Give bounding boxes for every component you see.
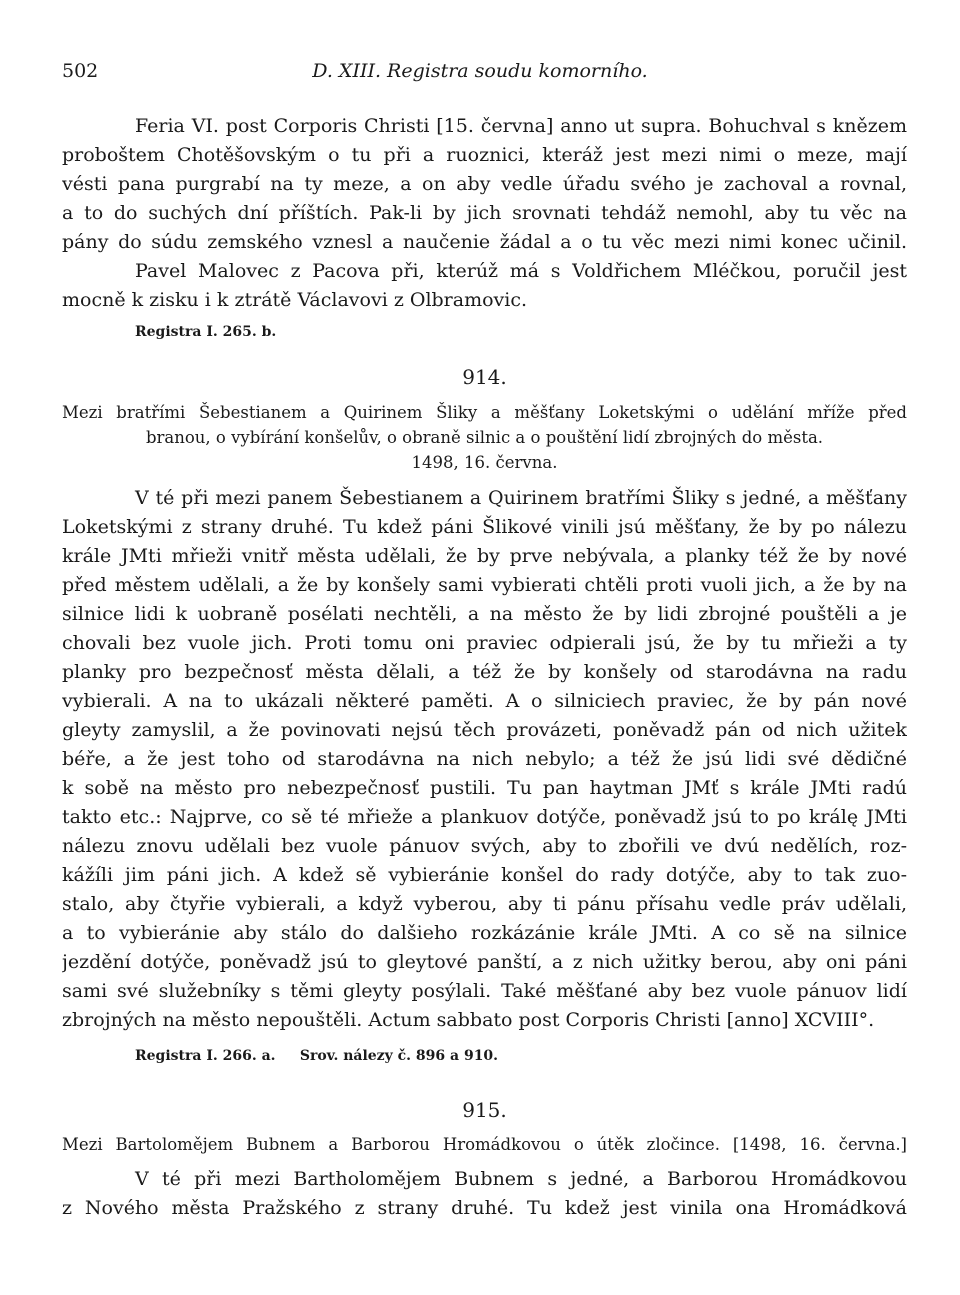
- page-number: 502: [62, 60, 99, 82]
- source-note-914: Registra I. 266. a. Srov. nálezy č. 896 a 910.: [135, 1048, 499, 1064]
- document-number-915: 915.: [462, 1098, 507, 1122]
- text-line: kážíli jim páni jich. A kdež sě vybieránie konšel do rady dotýče, aby to tak zuo-: [62, 864, 907, 886]
- text-line: stalo, aby čtyřie vybierali, a když vyberou, aby ti pánu přísahu vedle práv udělali,: [62, 893, 907, 915]
- text-line: mocně k zisku i k ztrátě Václavovi z Olbramovic.: [62, 289, 528, 311]
- text-line: sami své služebníky s těmi gleyty posýlali. Také měšťané aby bez vuole pánuov lidí: [62, 980, 907, 1002]
- text-line: a to vybieránie aby stálo do dalšieho rozkázánie krále JMti. A co sě na silnice: [62, 922, 907, 944]
- source-note-913: Registra I. 265. b.: [135, 324, 277, 340]
- text-line: béře, a že jest toho od starodávna na nich nebylo; a též že jsú lidi své dědičné: [62, 748, 907, 770]
- text-line: nálezu znovu udělali bez vuole pánuov svých, aby to zbořili ve dvú nedělích, roz-: [62, 835, 907, 857]
- text-line: krále JMti mřieži vnitř města udělali, že by prve nebývala, a planky též že by nové: [62, 545, 907, 567]
- regest-line: Mezi bratřími Šebestianem a Quirinem Šliky a měšťany Loketskými o udělání mříže před: [62, 403, 907, 422]
- text-line: vésti pana purgrabí na ty meze, a on aby vedle úřadu svého je zachoval a rovnal,: [62, 173, 907, 195]
- regest-line: Mezi Bartolomějem Bubnem a Barborou Hromádkovou o útěk zločince. [1498, 16. června.]: [62, 1135, 907, 1154]
- entry-913-body: [62, 112, 907, 315]
- running-head: [62, 60, 898, 90]
- text-line: gleyty zamyslil, a že povinovati nejsú těch provázeti, poněvadž pán od nich užitek: [62, 719, 907, 741]
- regest-915: [62, 1132, 907, 1157]
- text-line: Feria VI. post Corporis Christi [15. června] anno ut supra. Bohuchval s knězem: [135, 115, 907, 137]
- document-number-914: 914.: [462, 365, 507, 389]
- text-line: chovali bez vuole jich. Proti tomu oni praviec odpierali jsú, že by tu mřieži a ty: [62, 632, 907, 654]
- text-line: takto etc.: Najprve, co sě té mřieže a plankuov dotýče, poněvadž jsú to po králę JMti: [62, 806, 907, 828]
- text-line: a to do suchých dní příštích. Pak-li by jich srovnati tehdáž nemohl, aby tu věc na: [62, 202, 907, 224]
- text-line: z Nového města Pražského z strany druhé. Tu kdež jest vinila ona Hromádková: [62, 1197, 907, 1219]
- text-line: V té při mezi Bartholomějem Bubnem s jedné, a Barborou Hromádkovou: [135, 1168, 907, 1190]
- text-line: Pavel Malovec z Pacova při, kterúž má s Voldřichem Mléčkou, poručil jest: [135, 260, 907, 282]
- entry-915-body: [62, 1165, 907, 1223]
- text-line: k sobě na město pro nebezpečnosť pustili. Tu pan haytman JMť s krále JMti radú: [62, 777, 907, 799]
- text-line: proboštem Chotěšovským o tu při a ruoznici, kteráž jest mezi nimi o meze, mají: [62, 144, 907, 166]
- regest-date: 1498, 16. června.: [411, 453, 558, 472]
- regest-914: [62, 400, 907, 475]
- text-line: silnice lidi k uobraně posélati nechtěli, a na město že by lidi zbrojné pouštěli a je: [62, 603, 907, 625]
- text-line: před městem udělali, a že by konšely sami vybierati chtěli proti vuoli jich, a že by na: [62, 574, 907, 596]
- text-line: Loketskými z strany druhé. Tu kdež páni Šlikové vinili jsú měšťany, že by po nálezu: [62, 516, 907, 538]
- text-line: pány do súdu zemského vznesl a naučenie žádal a o tu věc mezi nimi konec učinil.: [62, 231, 907, 253]
- text-line: vybierali. A na to ukázali některé paměti. A o silniciech praviec, že by pán nové: [62, 690, 907, 712]
- running-title: D. XIII. Registra soudu komorního.: [312, 60, 648, 82]
- regest-line: branou, o vybírání konšelův, o obraně silnic a o pouštění lidí zbrojných do města.: [145, 428, 824, 447]
- text-line: V té při mezi panem Šebestianem a Quirinem bratřími Šliky s jedné, a měšťany: [135, 487, 907, 509]
- text-line: planky pro bezpečnosť města dělali, a též že by konšely od starodávna na radu: [62, 661, 907, 683]
- text-line: jezdění dotýče, poněvadž jsú to gleytové panští, a z nich užitky berou, aby oni páni: [62, 951, 907, 973]
- text-line: zbrojných na město nepouštěli. Actum sabbato post Corporis Christi [anno] XCVIII°.: [62, 1009, 875, 1031]
- entry-914-body: [62, 484, 907, 1035]
